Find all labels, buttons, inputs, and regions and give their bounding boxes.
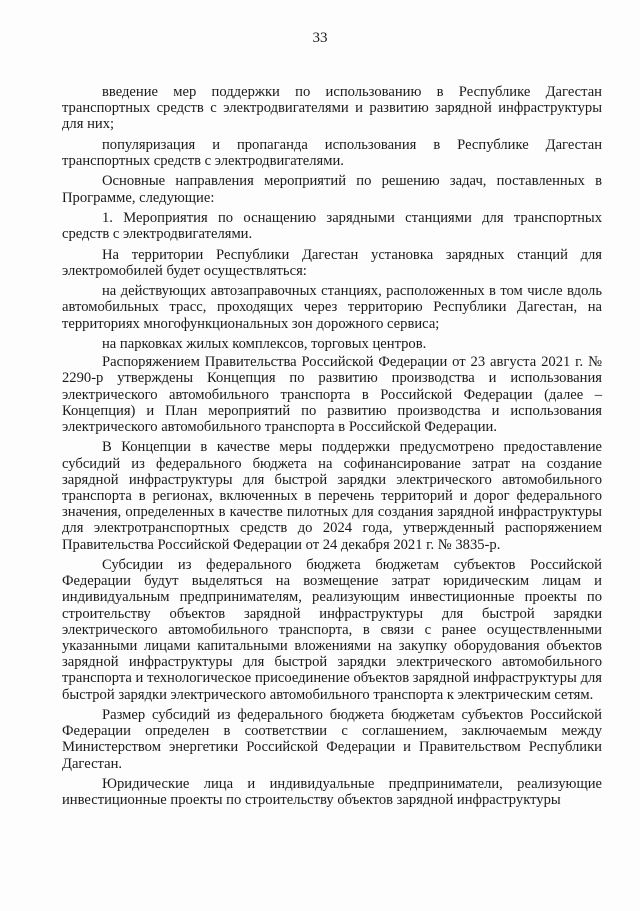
paragraph-5: На территории Республики Дагестан установка зарядных станций для электромобилей будет осуществляться: xyxy=(62,246,602,279)
paragraph-11: Размер субсидий из федерального бюджета бюджетам субъектов Российской Федерации определен в соответствии с соглашением, заключаемым между Министерством энергетики Российской Федерации и Правительством Республики Дагестан. xyxy=(62,707,602,772)
paragraph-10: Субсидии из федерального бюджета бюджетам субъектов Российской Федерации будут выделяться на возмещение затрат юридическим лицам и индивидуальным предпринимателям, реализующим инвестиционные проекты по строительству объектов зарядной инфраструктуры для быстрой зарядки электрического автомобильного транспорта, в связи с ранее осуществленными указанными лицами капитальными вложениями на закупку оборудования объектов зарядной инфраструктуры для быстрой зарядки электрического автомобильного транспорта и технологическое присоединение объектов зарядной инфраструктуры для быстрой зарядки электрического автомобильного транспорта к электрическим сетям. xyxy=(62,556,602,703)
paragraph-4: 1. Мероприятия по оснащению зарядными станциями для транспортных средств с электродвигателями. xyxy=(62,209,602,243)
document-body xyxy=(62,84,602,808)
paragraph-9: В Концепции в качестве меры поддержки предусмотрено предоставление субсидий из федерального бюджета на софинансирование затрат на создание зарядной инфраструктуры для быстрой зарядки электрического автомобильного транспорта в регионах, включенных в перечень территорий и дорог федерального значения, определенных в качестве пилотных для создания зарядной инфраструктуры для электротранспортных средств до 2024 года, утвержденный распоряжением Правительства Российской Федерации от 24 декабря 2021 г. № 3835-р. xyxy=(62,439,602,553)
paragraph-12: Юридические лица и индивидуальные предприниматели, реализующие инвестиционные проекты по строительству объектов зарядной инфраструктуры xyxy=(62,776,602,809)
page-number: 33 xyxy=(312,30,328,46)
paragraph-8: Распоряжением Правительства Российской Федерации от 23 августа 2021 г. № 2290-р утверждены Концепция по развитию производства и использования электрического автомобильного транспорта в Российской Федерации (далее – Концепция) и План мероприятий по развитию производства и использования электрического автомобильного транспорта в Российской Федерации. xyxy=(62,354,602,435)
paragraph-6: на действующих автозаправочных станциях, расположенных в том числе вдоль автомобильных трасс, проходящих через территорию Республики Дагестан, на территориях многофункциональных зон дорожного сервиса; xyxy=(62,283,602,332)
paragraph-1: введение мер поддержки по использованию в Республике Дагестан транспортных средств с электродвигателями и развитию зарядной инфраструктуры для них; xyxy=(62,84,602,133)
paragraph-2: популяризация и пропаганда использования в Республике Дагестан транспортных средств с электродвигателями. xyxy=(62,136,602,169)
paragraph-7: на парковках жилых комплексов, торговых центров. xyxy=(102,335,427,352)
paragraph-3: Основные направления мероприятий по решению задач, поставленных в Программе, следующие: xyxy=(62,173,602,206)
